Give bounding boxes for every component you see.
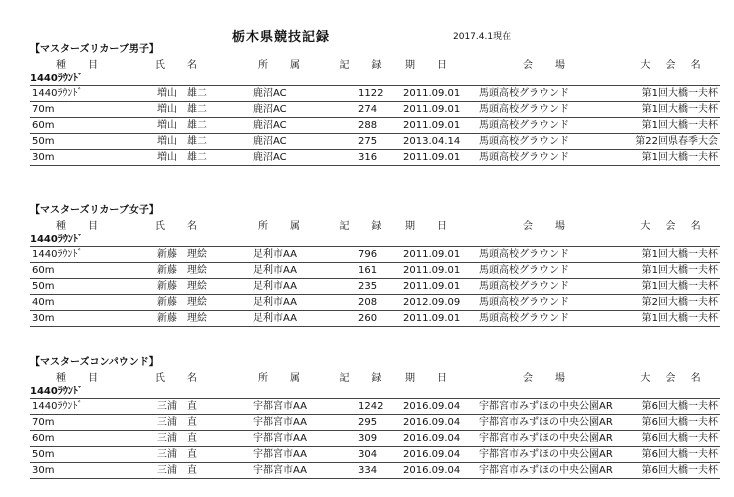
cell-venue: 馬頭高校グラウンド (467, 134, 627, 150)
cell-event: 30m (30, 311, 130, 327)
cell-record: 260 (336, 311, 391, 327)
cell-date: 2011.09.01 (391, 150, 467, 166)
table-row (30, 86, 720, 102)
header-date: 期 日 (405, 60, 453, 71)
records-table (30, 371, 720, 479)
records-table (30, 58, 720, 166)
header-affiliation: 所 属 (258, 221, 306, 232)
cell-competition: 第1回大橋一夫杯 (627, 247, 720, 263)
cell-event: 50m (30, 279, 130, 295)
header-record: 記 録 (339, 373, 388, 384)
cell-record: 1122 (336, 86, 391, 102)
cell-competition: 第6回大橋一夫杯 (627, 399, 720, 415)
table-row (30, 447, 720, 463)
group-label: 1440ﾗｳﾝﾄﾞ (30, 73, 720, 86)
group-label: 1440ﾗｳﾝﾄﾞ (30, 234, 720, 247)
cell-name: 増山 雄二 (130, 150, 228, 166)
header-venue: 会 場 (523, 373, 571, 384)
cell-date: 2012.09.09 (391, 295, 467, 311)
cell-record: 316 (336, 150, 391, 166)
cell-name: 三浦 直 (130, 463, 228, 479)
header-competition: 大 会 名 (640, 221, 707, 232)
cell-name: 三浦 直 (130, 431, 228, 447)
cell-record: 304 (336, 447, 391, 463)
cell-record: 235 (336, 279, 391, 295)
table-row (30, 415, 720, 431)
cell-venue: 馬頭高校グラウンド (467, 247, 627, 263)
cell-date: 2016.09.04 (391, 415, 467, 431)
cell-competition: 第6回大橋一夫杯 (627, 415, 720, 431)
cell-competition: 第1回大橋一夫杯 (627, 311, 720, 327)
cell-record: 796 (336, 247, 391, 263)
cell-record: 288 (336, 118, 391, 134)
header-date: 期 日 (405, 373, 453, 384)
cell-name: 増山 雄二 (130, 86, 228, 102)
header-venue: 会 場 (523, 221, 571, 232)
records-table (30, 219, 720, 327)
cell-affiliation: 宇都宮市AA (228, 463, 336, 479)
table-header (30, 58, 720, 73)
cell-event: 60m (30, 118, 130, 134)
cell-affiliation: 宇都宮市AA (228, 415, 336, 431)
cell-event: 60m (30, 263, 130, 279)
cell-venue: 馬頭高校グラウンド (467, 102, 627, 118)
cell-competition: 第1回大橋一夫杯 (627, 118, 720, 134)
cell-name: 新藤 理絵 (130, 279, 228, 295)
table-row (30, 431, 720, 447)
cell-affiliation: 鹿沼AC (228, 134, 336, 150)
as-of-date: 2017.4.1現在 (453, 32, 512, 42)
cell-affiliation: 鹿沼AC (228, 150, 336, 166)
header-competition: 大 会 名 (640, 60, 707, 71)
cell-venue: 馬頭高校グラウンド (467, 86, 627, 102)
cell-competition: 第1回大橋一夫杯 (627, 150, 720, 166)
cell-affiliation: 足利市AA (228, 263, 336, 279)
cell-affiliation: 宇都宮市AA (228, 399, 336, 415)
cell-affiliation: 鹿沼AC (228, 86, 336, 102)
cell-record: 208 (336, 295, 391, 311)
section-recurve-women (30, 203, 720, 327)
table-row (30, 295, 720, 311)
cell-affiliation: 宇都宮市AA (228, 431, 336, 447)
cell-event: 70m (30, 415, 130, 431)
cell-record: 1242 (336, 399, 391, 415)
group-label: 1440ﾗｳﾝﾄﾞ (30, 386, 720, 399)
cell-event: 1440ﾗｳﾝﾄﾞ (30, 86, 130, 102)
group-row (30, 73, 720, 86)
header-venue: 会 場 (523, 60, 571, 71)
cell-event: 40m (30, 295, 130, 311)
cell-venue: 馬頭高校グラウンド (467, 263, 627, 279)
cell-affiliation: 足利市AA (228, 295, 336, 311)
cell-event: 1440ﾗｳﾝﾄﾞ (30, 247, 130, 263)
table-row (30, 118, 720, 134)
table-row (30, 463, 720, 479)
cell-event: 1440ﾗｳﾝﾄﾞ (30, 399, 130, 415)
cell-affiliation: 鹿沼AC (228, 118, 336, 134)
cell-name: 増山 雄二 (130, 118, 228, 134)
cell-venue: 馬頭高校グラウンド (467, 118, 627, 134)
group-row (30, 386, 720, 399)
header-competition: 大 会 名 (640, 373, 707, 384)
section-compound (30, 355, 720, 479)
table-row (30, 134, 720, 150)
table-row (30, 279, 720, 295)
cell-event: 30m (30, 463, 130, 479)
cell-venue: 馬頭高校グラウンド (467, 150, 627, 166)
table-row (30, 247, 720, 263)
table-header (30, 219, 720, 234)
cell-affiliation: 宇都宮市AA (228, 447, 336, 463)
cell-competition: 第1回大橋一夫杯 (627, 102, 720, 118)
cell-date: 2013.04.14 (391, 134, 467, 150)
cell-record: 275 (336, 134, 391, 150)
cell-date: 2016.09.04 (391, 431, 467, 447)
header-event: 種 目 (56, 60, 104, 71)
cell-name: 新藤 理絵 (130, 311, 228, 327)
cell-competition: 第6回大橋一夫杯 (627, 447, 720, 463)
cell-date: 2011.09.01 (391, 247, 467, 263)
section-recurve-men (30, 42, 720, 166)
cell-event: 60m (30, 431, 130, 447)
cell-venue: 馬頭高校グラウンド (467, 279, 627, 295)
cell-event: 30m (30, 150, 130, 166)
cell-affiliation: 足利市AA (228, 279, 336, 295)
cell-date: 2011.09.01 (391, 86, 467, 102)
cell-affiliation: 足利市AA (228, 247, 336, 263)
cell-date: 2016.09.04 (391, 399, 467, 415)
cell-date: 2011.09.01 (391, 102, 467, 118)
table-row (30, 399, 720, 415)
cell-venue: 馬頭高校グラウンド (467, 295, 627, 311)
cell-record: 309 (336, 431, 391, 447)
section-title: 【マスターズリカーブ男子】 (30, 44, 159, 55)
cell-competition: 第1回大橋一夫杯 (627, 86, 720, 102)
cell-date: 2011.09.01 (391, 263, 467, 279)
section-title: 【マスターズコンパウンド】 (30, 357, 159, 368)
cell-competition: 第1回大橋一夫杯 (627, 279, 720, 295)
cell-competition: 第22回県春季大会 (627, 134, 720, 150)
cell-competition: 第1回大橋一夫杯 (627, 263, 720, 279)
table-header (30, 371, 720, 386)
cell-name: 増山 雄二 (130, 134, 228, 150)
cell-event: 50m (30, 447, 130, 463)
cell-competition: 第6回大橋一夫杯 (627, 431, 720, 447)
cell-record: 161 (336, 263, 391, 279)
cell-competition: 第2回大橋一夫杯 (627, 295, 720, 311)
cell-name: 三浦 直 (130, 415, 228, 431)
table-row (30, 311, 720, 327)
cell-date: 2011.09.01 (391, 279, 467, 295)
header-date: 期 日 (405, 221, 453, 232)
header-name: 氏 名 (155, 60, 203, 71)
cell-affiliation: 鹿沼AC (228, 102, 336, 118)
group-row (30, 234, 720, 247)
cell-date: 2016.09.04 (391, 463, 467, 479)
cell-date: 2016.09.04 (391, 447, 467, 463)
cell-venue: 宇都宮市みずほの中央公園AR (467, 463, 627, 479)
cell-event: 70m (30, 102, 130, 118)
cell-name: 増山 雄二 (130, 102, 228, 118)
cell-date: 2011.09.01 (391, 118, 467, 134)
cell-record: 295 (336, 415, 391, 431)
table-row (30, 102, 720, 118)
cell-venue: 馬頭高校グラウンド (467, 311, 627, 327)
cell-name: 新藤 理絵 (130, 295, 228, 311)
cell-name: 三浦 直 (130, 447, 228, 463)
cell-name: 三浦 直 (130, 399, 228, 415)
cell-name: 新藤 理絵 (130, 263, 228, 279)
cell-record: 334 (336, 463, 391, 479)
table-row (30, 263, 720, 279)
cell-venue: 宇都宮市みずほの中央公園AR (467, 399, 627, 415)
header-affiliation: 所 属 (258, 373, 306, 384)
header-name: 氏 名 (155, 373, 203, 384)
page-title: 栃木県競技記録 (232, 30, 331, 45)
header-record: 記 録 (339, 60, 388, 71)
header-affiliation: 所 属 (258, 60, 306, 71)
header-event: 種 目 (56, 373, 104, 384)
cell-date: 2011.09.01 (391, 311, 467, 327)
header-record: 記 録 (339, 221, 388, 232)
cell-name: 新藤 理絵 (130, 247, 228, 263)
cell-event: 50m (30, 134, 130, 150)
cell-competition: 第6回大橋一夫杯 (627, 463, 720, 479)
section-title: 【マスターズリカーブ女子】 (30, 205, 159, 216)
cell-venue: 宇都宮市みずほの中央公園AR (467, 415, 627, 431)
header-event: 種 目 (56, 221, 104, 232)
cell-record: 274 (336, 102, 391, 118)
table-row (30, 150, 720, 166)
header-name: 氏 名 (155, 221, 203, 232)
cell-venue: 宇都宮市みずほの中央公園AR (467, 447, 627, 463)
cell-affiliation: 足利市AA (228, 311, 336, 327)
cell-venue: 宇都宮市みずほの中央公園AR (467, 431, 627, 447)
